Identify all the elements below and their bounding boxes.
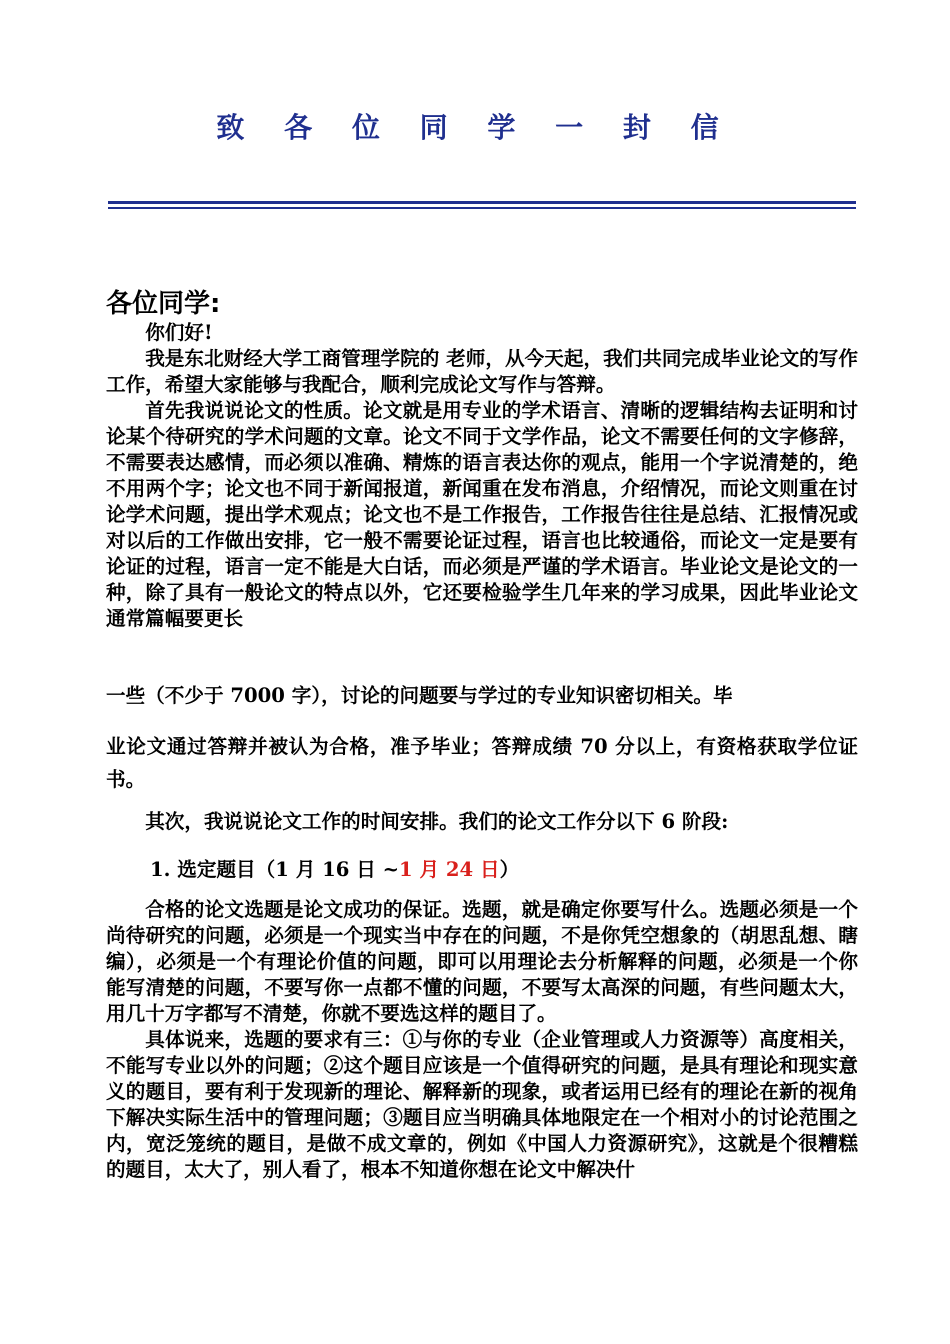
greeting: 你们好! [145,321,213,344]
paragraph-topic-requirements: 具体说来，选题的要求有三：①与你的专业（企业管理或人力资源等）高度相关，不能写专业以外的问题；②这个题目应该是一个值得研究的问题，是具有理论和现实意义的题目，要有利于发现新的理论、解释新的现象，或者运用已经有的理论在新的视角下解决实际生活中的管理问题；③题目应当明确具体地限定在一个相对小的讨论范围之内，宽泛笼统的题目，是做不成文章的，例如《中国人力资源研究》，这就是个很糟糕的题目，太大了，别人看了，根本不知道你想在论文中解决什 [106,1028,858,1181]
title-rule-thin [108,207,856,209]
paragraph-topic-selection: 合格的论文选题是论文成功的保证。选题，就是确定你要写什么。选题必须是一个尚待研究的问题，必须是一个现实当中存在的问题，不是你凭空想象的（胡思乱想、瞎编），必须是一个有理论价值的问题，即可以用理论去分析解释的问题，必须是一个你能写清楚的问题，不要写你一点都不懂的问题，不要写太高深的问题，有些问题太大，用几十万字都写不清楚，你就不要选这样的题目了。 [106,898,858,1025]
paragraph-nature-continued [106,678,858,714]
salutation: 各位同学: [106,289,221,319]
paragraph-nature: 首先我说说论文的性质。论文就是用专业的学术语言、清晰的逻辑结构去证明和讨论某个待研究的学术问题的文章。论文不同于文学作品，论文不需要任何的文字修辞，不需要表达感情，而必须以准确、精炼的语言表达你的观点，能用一个字说清楚的，绝不用两个字；论文也不同于新闻报道，新闻重在发布消息，介绍情况，而论文则重在讨论学术问题，提出学术观点；论文也不是工作报告，工作报告往往是总结、汇报情况或对以后的工作做出安排，它一般不需要论证过程，语言也比较通俗，而论文一定是要有论证的过程，语言一定不能是大白话，而必须是严谨的学术语言。毕业论文是论文的一种，除了具有一般论文的特点以外，它还要检验学生几年来的学习成果，因此毕业论文通常篇幅要更长 [106,399,858,630]
document-title: 致 各 位 同 学 一 封 信 [216,111,734,144]
topic-selection-body [106,897,858,1183]
letter-intro [106,320,858,632]
section-heading-1 [150,855,519,884]
paragraph-schedule [106,804,858,840]
paragraph-nature-line: 一些（不少于 7000 字），讨论的问题要与学过的专业知识密切相关。毕 [106,684,733,707]
section-heading-suffix: ） [499,858,520,881]
section-heading-prefix: 1. 选定题目（1 月 16 日 ~ [150,858,400,881]
paragraph-degree [106,730,858,796]
paragraph-degree-text: 业论文通过答辩并被认为合格，准予毕业；答辩成绩 70 分以上，有资格获取学位证书。 [106,735,858,791]
paragraph-intro: 我是东北财经大学工商管理学院的 老师，从今天起，我们共同完成毕业论文的写作工作，希望大家能够与我配合，顺利完成论文写作与答辩。 [106,347,858,396]
section-heading-date-highlight: 1 月 24 日 [399,858,500,881]
title-rule-thick [108,201,856,204]
paragraph-schedule-text: 其次，我说说论文工作的时间安排。我们的论文工作分以下 6 阶段: [145,810,729,833]
